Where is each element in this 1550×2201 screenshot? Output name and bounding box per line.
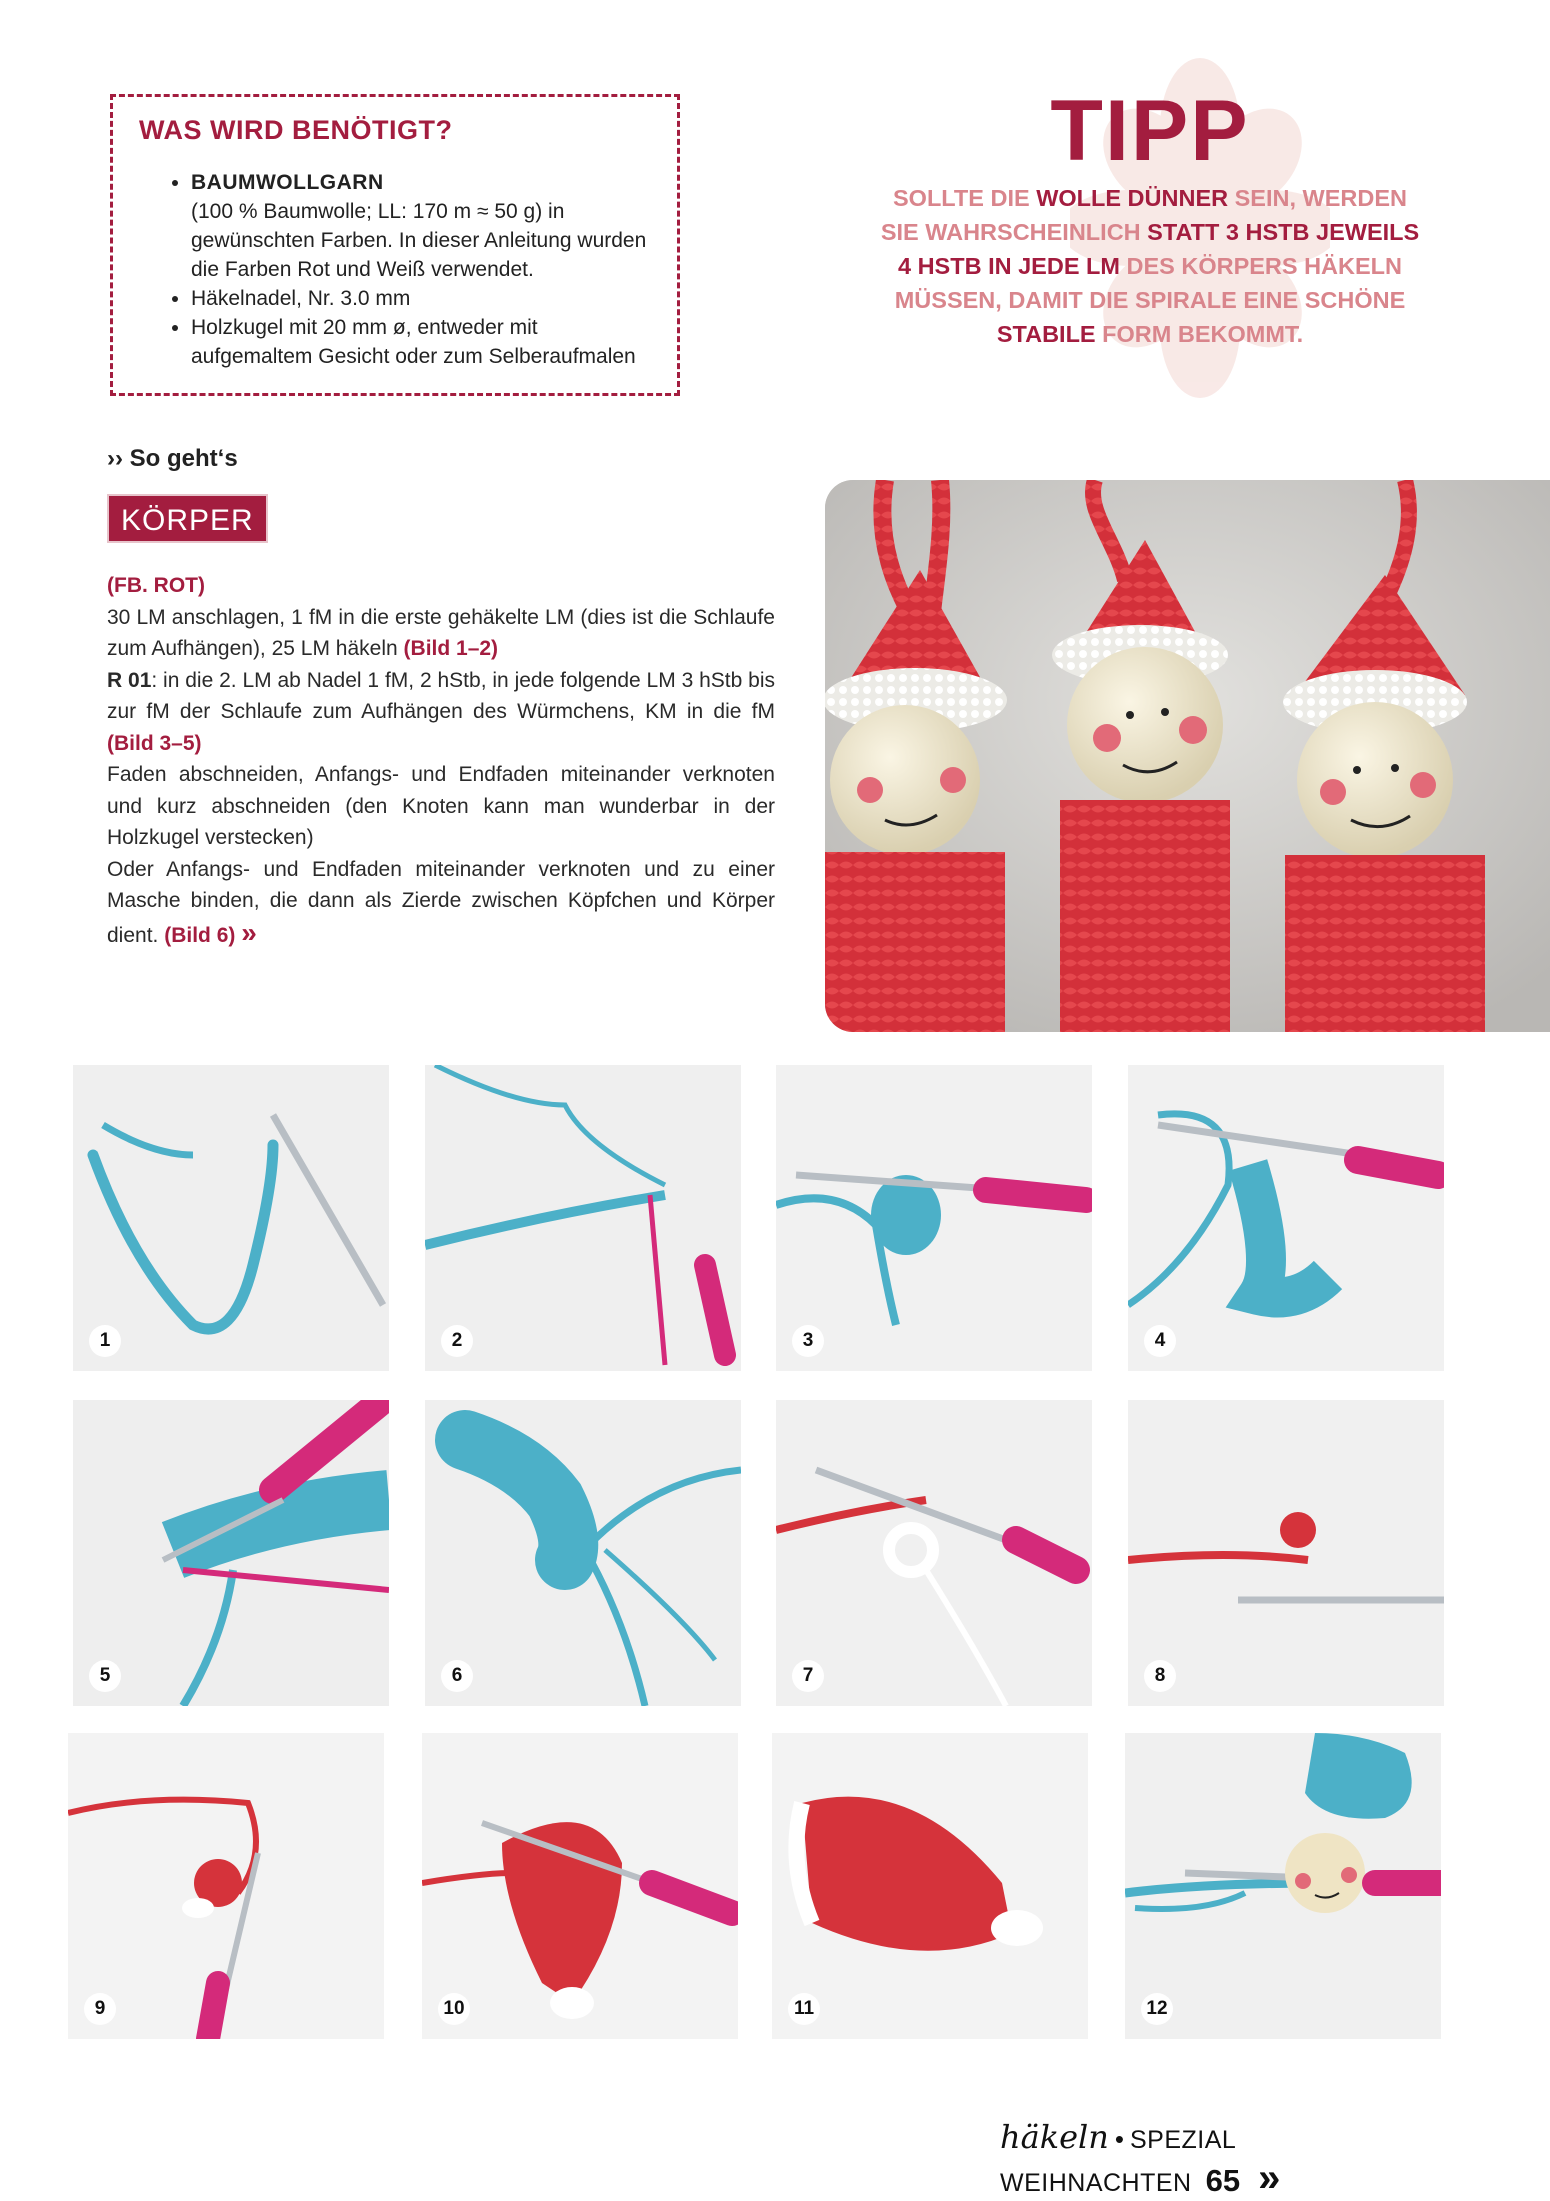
step-number: 12 — [1141, 1993, 1173, 2025]
tip-text-segment: FORM BEKOMMT. — [1095, 321, 1304, 347]
instruction-paragraph — [107, 854, 775, 952]
blue-finished-spiral-photo — [425, 1400, 741, 1706]
step-number: 1 — [89, 1325, 121, 1357]
image-reference: (Bild 3–5) — [107, 731, 202, 755]
page-number: 65 — [1205, 2163, 1241, 2198]
magazine-brand: häkeln — [1000, 2118, 1109, 2156]
step-number: 2 — [441, 1325, 473, 1357]
materials-heading: WAS WIRD BENÖTIGT? — [139, 115, 453, 145]
issue-title: SPEZIAL WEIHNACHTEN — [1000, 2126, 1236, 2197]
tip-text-segment: DES KÖRPERS HÄKELN MÜSSEN, DAMIT DIE SPIRALE EINE SCHÖNE — [894, 253, 1406, 313]
blue-spiral-start-photo — [1128, 1065, 1444, 1371]
finished-red-hat-photo — [772, 1733, 1088, 2039]
bead-head-assembly-photo — [1125, 1733, 1441, 2039]
instructions-intro: ›› So geht‘s — [107, 445, 238, 472]
materials-item-title: BAUMWOLLGARN — [191, 171, 384, 194]
instruction-text: 30 LM anschlagen, 1 fM in die erste gehäkelte LM (dies ist die Schlaufe zum Aufhängen), 25 LM häkeln — [107, 605, 775, 660]
instruction-text: Oder Anfangs- und Endfaden miteinander verknoten und zu einer Masche binden, die dann als Zierde zwischen Köpfchen und Körper dient. — [107, 857, 775, 947]
red-hat-start-photo — [68, 1733, 384, 2039]
hero-photo-drawing — [825, 480, 1550, 1032]
step-number: 4 — [1144, 1325, 1176, 1357]
materials-box — [110, 94, 680, 396]
red-hat-progress-photo — [422, 1733, 738, 2039]
tip-text-segment: SEIN, WERDEN SIE WAHRSCHEINLICH — [880, 185, 1407, 245]
blue-first-stitches-photo — [776, 1065, 1092, 1371]
continue-chevron-icon: » — [241, 916, 257, 948]
image-reference: (Bild 1–2) — [403, 637, 499, 660]
step-number: 5 — [89, 1660, 121, 1692]
footer-separator: • — [1114, 2124, 1124, 2154]
step-number: 6 — [441, 1660, 473, 1692]
materials-list — [139, 168, 651, 371]
section-heading: KÖRPER — [107, 494, 268, 543]
step-number: 11 — [788, 1993, 820, 2025]
step-number: 7 — [792, 1660, 824, 1692]
tip-text-segment: WOLLE DÜNNER — [1036, 185, 1229, 211]
white-ring-red-yarn-photo — [776, 1400, 1092, 1706]
instruction-paragraph — [107, 665, 775, 760]
next-page-arrow-icon: » — [1258, 2156, 1281, 2200]
blue-chain-with-hook-photo — [425, 1065, 741, 1371]
instruction-paragraph — [107, 602, 775, 665]
step-number: 3 — [792, 1325, 824, 1357]
tip-text-segment: STATT 3 HSTB JEWEILS 4 HSTB IN JEDE LM — [897, 219, 1420, 279]
color-note: (FB. ROT) — [107, 574, 205, 597]
step-number: 9 — [84, 1993, 116, 2025]
tip-text-segment: STABILE — [996, 321, 1096, 347]
step-number: 10 — [438, 1993, 470, 2025]
instruction-text: : in die 2. LM ab Nadel 1 fM, 2 hStb, in jede folgende LM 3 hStb bis zur fM der Schlaufe zum Aufhängen des Würmchens, KM in die fM — [107, 668, 775, 723]
page-footer — [1000, 2118, 1500, 2200]
tip-text-segment: SOLLTE DIE — [893, 185, 1037, 211]
materials-item-text: Häkelnadel, Nr. 3.0 mm — [191, 287, 411, 310]
red-yarn-start-photo — [1128, 1400, 1444, 1706]
materials-item-text: Holzkugel mit 20 mm ø, entweder mit aufgemaltem Gesicht oder zum Selberaufmalen — [191, 316, 636, 368]
materials-item — [191, 284, 651, 313]
step-number: 8 — [1144, 1660, 1176, 1692]
blue-spiral-progress-photo — [73, 1400, 389, 1706]
tip-text — [880, 181, 1420, 351]
round-label: R 01 — [107, 668, 152, 692]
tip-title: TIPP — [1050, 83, 1250, 179]
crocheted-santa-ornaments-photo — [825, 480, 1550, 1032]
blue-chain-loop-photo — [73, 1065, 389, 1371]
materials-item-text: (100 % Baumwolle; LL: 170 m ≈ 50 g) in gewünschten Farben. In dieser Anleitung wurden die Farben Rot und Weiß verwendet. — [191, 200, 647, 281]
instruction-paragraph: Faden abschneiden, Anfangs- und Endfaden miteinander verknoten und kurz abschneiden (den Knoten kann man wunderbar in der Holzkugel verstecken) — [107, 763, 775, 849]
image-reference: (Bild 6) — [164, 923, 236, 947]
materials-item — [191, 313, 651, 371]
instructions-body — [107, 570, 775, 951]
materials-item — [191, 168, 651, 284]
